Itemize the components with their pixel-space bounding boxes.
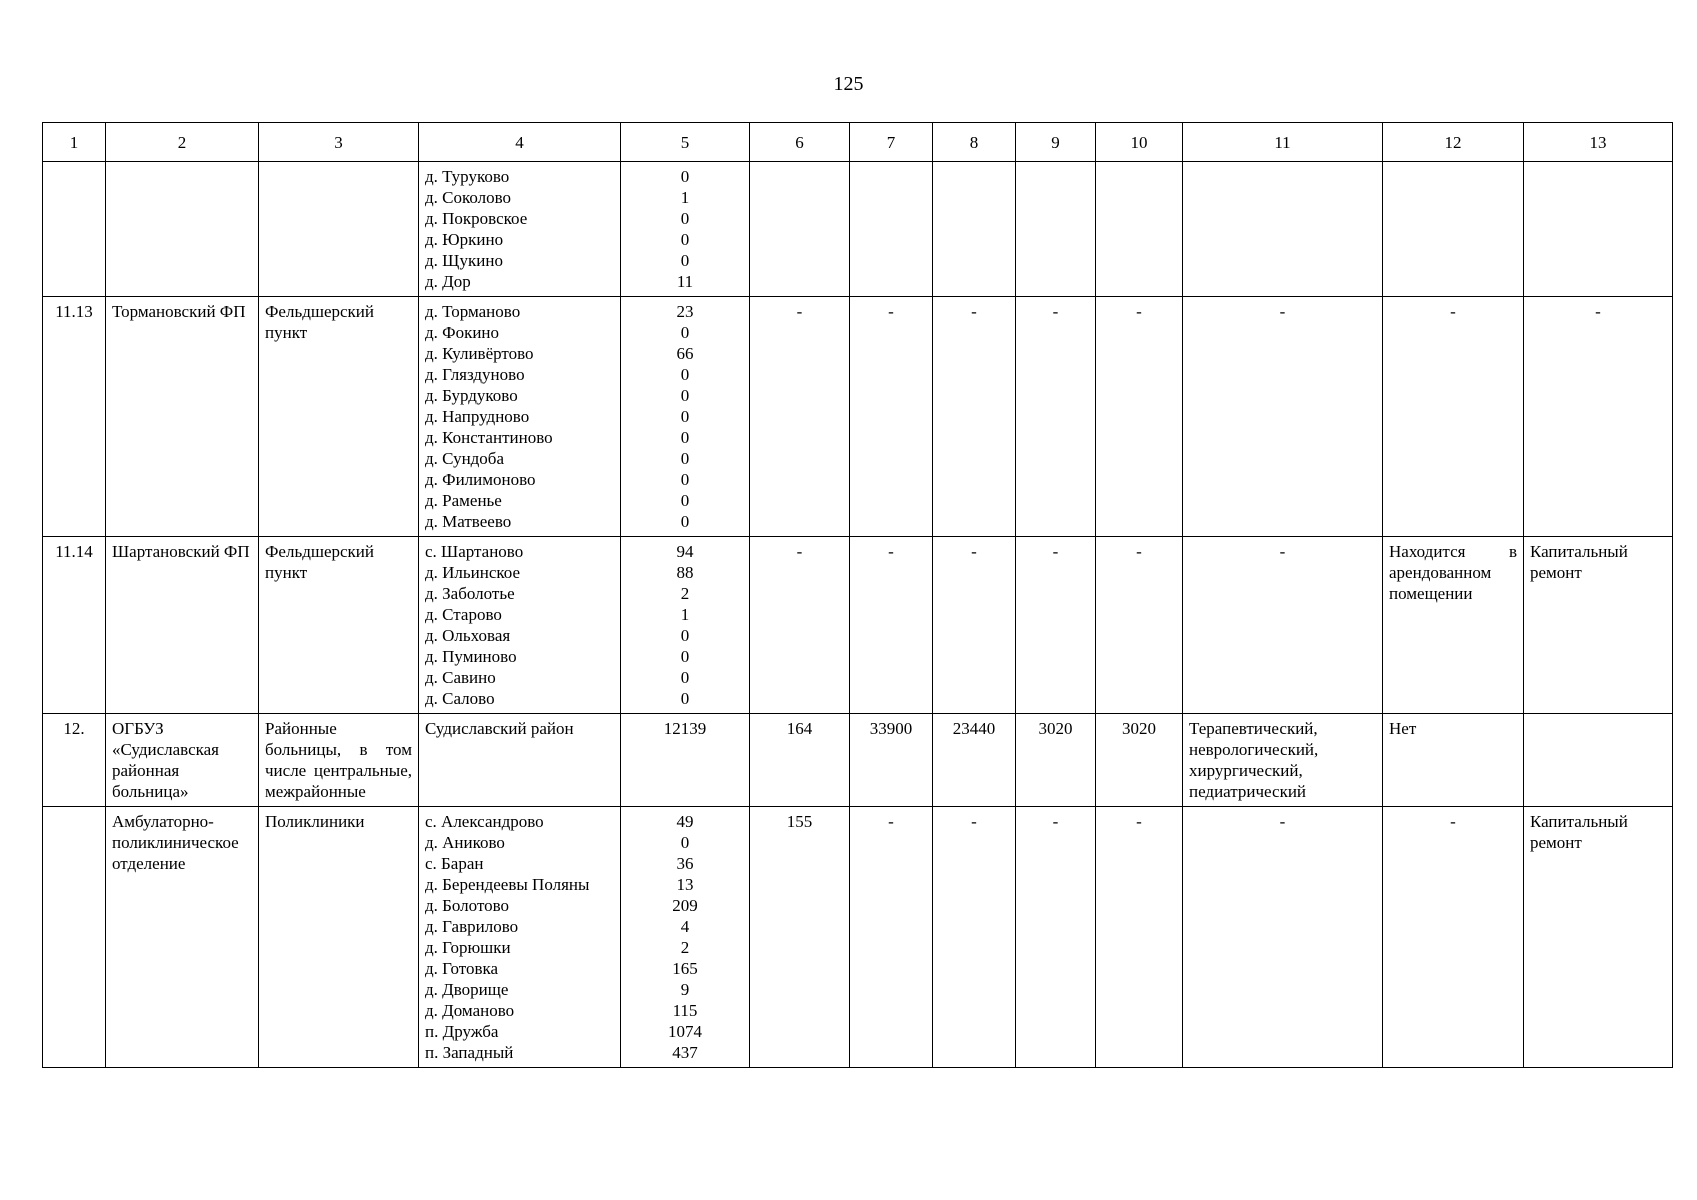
facility-type-cell [259,162,419,297]
settlement-name: д. Торманово [425,302,521,321]
settlement-name: д. Гаврилово [425,917,519,936]
population-value: 0 [680,449,690,468]
population-value: 0 [680,689,690,708]
population-value: 0 [680,428,690,447]
value-cell-8: - [933,537,1016,714]
population-value: 209 [672,896,698,915]
col-header: 1 [43,123,106,162]
settlement-name: д. Ольховая [425,626,511,645]
settlement-name: д. Константиново [425,428,553,447]
facility-name-cell: Тормановский ФП [106,297,259,537]
population-value: 0 [680,512,690,531]
settlement-name: д. Берендеевы Поляны [425,875,590,894]
col-header: 11 [1183,123,1383,162]
population-value: 437 [672,1043,698,1062]
settlement-name: с. Александрово [425,812,544,831]
population-value: 94 [676,542,694,561]
value-cell-8: 23440 [933,714,1016,807]
col-header: 12 [1383,123,1524,162]
settlement-name: д. Заболотье [425,584,515,603]
settlements-cell [419,807,621,1068]
table-row [43,714,1673,807]
value-cell-7: - [850,297,933,537]
value-cell-6: - [750,297,850,537]
population-value: 165 [672,959,698,978]
value-cell-9 [1016,162,1096,297]
settlement-name: Судиславский район [425,719,574,738]
population-value: 1 [680,188,690,207]
row-number-cell: 11.13 [43,297,106,537]
population-value: 0 [680,626,690,645]
population-value: 36 [676,854,694,873]
settlement-name: д. Аниково [425,833,505,852]
header-row [43,123,1673,162]
facility-type-cell: Районные больницы, в том числе центральные, межрайонные [259,714,419,807]
value-cell-10: - [1096,807,1183,1068]
col-header: 5 [621,123,750,162]
value-cell-7 [850,162,933,297]
value-cell-7: - [850,807,933,1068]
profile-cell: - [1183,297,1383,537]
population-value: 0 [680,470,690,489]
settlement-name: д. Раменье [425,491,502,510]
row-number-cell: 12. [43,714,106,807]
premises-cell: - [1383,297,1524,537]
settlement-name: д. Покровское [425,209,528,228]
settlement-name: д. Щукино [425,251,503,270]
settlement-name: д. Старово [425,605,502,624]
population-value: 0 [680,491,690,510]
population-value: 13 [676,875,694,894]
population-cell [621,297,750,537]
population-value: 66 [676,344,694,363]
population-value: 23 [676,302,694,321]
col-header: 7 [850,123,933,162]
col-header: 9 [1016,123,1096,162]
page-number: 125 [833,73,864,95]
settlement-name: д. Болотово [425,896,510,915]
population-value: 1074 [668,1022,702,1041]
settlement-name: д. Ильинское [425,563,521,582]
premises-cell [1383,162,1524,297]
settlements-cell [419,297,621,537]
premises-cell: Находится в арендованном помещении [1383,537,1524,714]
value-cell-10: 3020 [1096,714,1183,807]
facility-name-cell: Амбулаторно-поликлиническое отделение [106,807,259,1068]
settlement-name: д. Сундоба [425,449,505,468]
repair-cell: - [1524,297,1673,537]
value-cell-9: - [1016,297,1096,537]
settlement-name: д. Дор [425,272,471,291]
settlement-name: д. Матвеево [425,512,512,531]
table-row [43,537,1673,714]
settlement-name: д. Пуминово [425,647,517,666]
row-number-cell [43,807,106,1068]
repair-cell: Капитальный ремонт [1524,537,1673,714]
value-cell-9: - [1016,537,1096,714]
settlement-name: д. Доманово [425,1001,515,1020]
settlement-name: д. Гляздуново [425,365,525,384]
population-cell [621,714,750,807]
value-cell-10: - [1096,537,1183,714]
premises-cell: - [1383,807,1524,1068]
population-value: 0 [680,386,690,405]
settlement-name: п. Западный [425,1043,514,1062]
facilities-table [42,122,1673,1068]
population-value: 88 [676,563,694,582]
table-row [43,807,1673,1068]
profile-cell [1183,162,1383,297]
col-header: 2 [106,123,259,162]
settlement-name: д. Туруково [425,167,510,186]
population-value: 0 [680,647,690,666]
settlements-cell [419,162,621,297]
population-value: 49 [676,812,694,831]
population-value: 0 [680,833,690,852]
profile-cell: Терапевтический, неврологический, хирургический, педиатрический [1183,714,1383,807]
settlement-name: д. Бурдуково [425,386,518,405]
value-cell-6: 155 [750,807,850,1068]
value-cell-10 [1096,162,1183,297]
value-cell-7: - [850,537,933,714]
facility-name-cell: ОГБУЗ «Судиславская районная больница» [106,714,259,807]
population-cell [621,537,750,714]
row-number-cell [43,162,106,297]
value-cell-6 [750,162,850,297]
population-value: 2 [680,938,690,957]
settlement-name: с. Шартаново [425,542,524,561]
premises-cell: Нет [1383,714,1524,807]
population-cell [621,807,750,1068]
population-value: 115 [672,1001,698,1020]
repair-cell [1524,714,1673,807]
profile-cell: - [1183,807,1383,1068]
population-value: 2 [680,584,690,603]
population-value: 0 [680,251,690,270]
facility-name-cell: Шартановский ФП [106,537,259,714]
population-value: 0 [680,323,690,342]
settlement-name: д. Дворище [425,980,509,999]
facility-type-cell: Фельдшерский пункт [259,297,419,537]
table-row [43,162,1673,297]
col-header: 10 [1096,123,1183,162]
col-header: 8 [933,123,1016,162]
settlement-name: д. Напрудново [425,407,530,426]
facility-type-cell: Поликлиники [259,807,419,1068]
population-value: 4 [680,917,690,936]
value-cell-10: - [1096,297,1183,537]
facility-name-cell [106,162,259,297]
value-cell-7: 33900 [850,714,933,807]
settlement-name: д. Савино [425,668,496,687]
col-header: 3 [259,123,419,162]
population-value: 0 [680,668,690,687]
population-value: 0 [680,365,690,384]
value-cell-9: - [1016,807,1096,1068]
settlement-name: п. Дружба [425,1022,499,1041]
settlement-name: д. Куливёртово [425,344,534,363]
col-header: 13 [1524,123,1673,162]
value-cell-8: - [933,807,1016,1068]
settlement-name: д. Горюшки [425,938,511,957]
population-value: 0 [680,230,690,249]
value-cell-6: - [750,537,850,714]
facility-type-cell: Фельдшерский пункт [259,537,419,714]
settlements-cell [419,537,621,714]
value-cell-8 [933,162,1016,297]
col-header: 6 [750,123,850,162]
population-value: 11 [676,272,694,291]
table-row [43,297,1673,537]
value-cell-6: 164 [750,714,850,807]
population-value: 1 [680,605,690,624]
settlement-name: д. Готовка [425,959,499,978]
settlement-name: д. Салово [425,689,495,708]
repair-cell [1524,162,1673,297]
settlement-name: д. Филимоново [425,470,536,489]
settlement-name: д. Фокино [425,323,500,342]
population-value: 12139 [663,719,707,738]
population-cell [621,162,750,297]
settlement-name: с. Баран [425,854,484,873]
population-value: 9 [680,980,690,999]
profile-cell: - [1183,537,1383,714]
value-cell-8: - [933,297,1016,537]
population-value: 0 [680,209,690,228]
settlement-name: д. Юркино [425,230,504,249]
repair-cell: Капитальный ремонт [1524,807,1673,1068]
row-number-cell: 11.14 [43,537,106,714]
col-header: 4 [419,123,621,162]
population-value: 0 [680,167,690,186]
population-value: 0 [680,407,690,426]
settlement-name: д. Соколово [425,188,512,207]
value-cell-9: 3020 [1016,714,1096,807]
settlements-cell [419,714,621,807]
